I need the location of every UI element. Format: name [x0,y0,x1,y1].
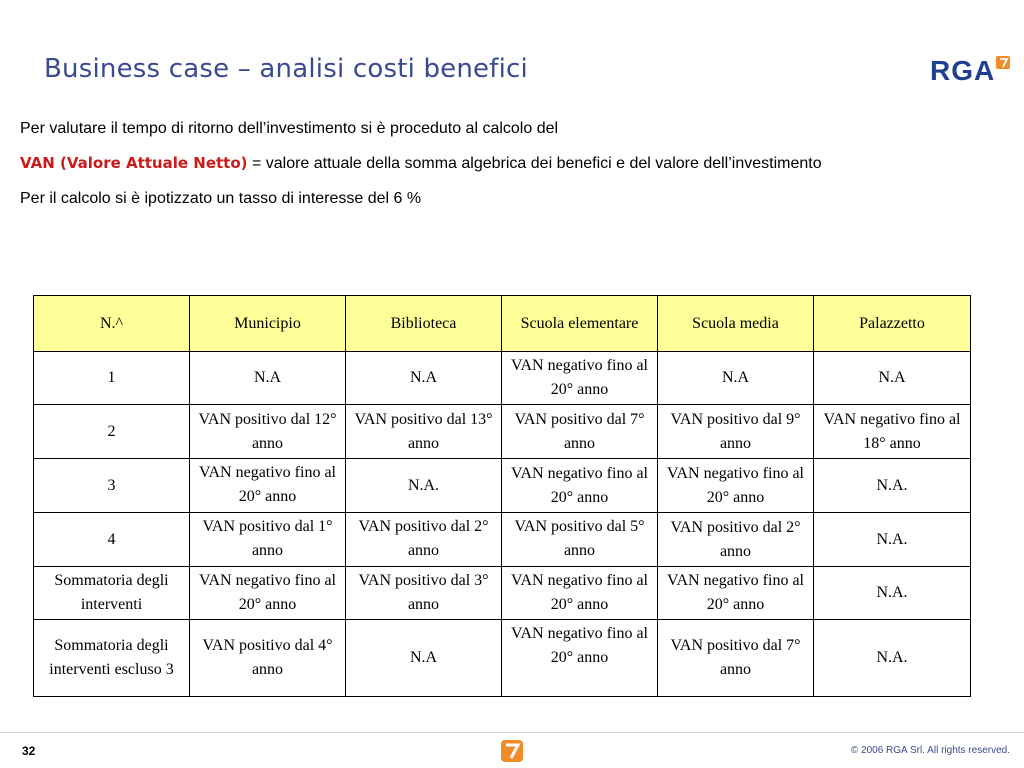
table-cell: 1 [34,352,190,405]
table-cell: 2 [34,405,190,459]
table-cell: VAN negativo fino al 20° anno [502,352,658,405]
table-cell: VAN negativo fino al 20° anno [190,459,346,513]
table-row [34,352,971,405]
van-definition: = valore attuale della somma algebrica dei benefici e del valore dell’investimento [247,155,822,172]
intro-line-2 [20,154,822,173]
table-cell: N.A. [814,513,971,567]
table-cell: VAN positivo dal 1° anno [190,513,346,567]
table-cell: N.A [346,352,502,405]
table-cell: N.A. [814,459,971,513]
table-cell: VAN positivo dal 13° anno [346,405,502,459]
rga-logo-text: RGA [930,55,996,86]
table-cell: N.A. [346,459,502,513]
table-cell: N.A. [814,620,971,697]
header-scuola-elementare: Scuola elementare [502,296,658,352]
table-cell: N.A. [814,567,971,620]
table-cell: 3 [34,459,190,513]
table-cell: N.A [814,352,971,405]
table-cell: VAN positivo dal 5° anno [502,513,658,567]
rga-mark-icon [500,739,524,763]
table-cell: VAN positivo dal 12° anno [190,405,346,459]
table-row [34,459,971,513]
header-municipio: Municipio [190,296,346,352]
table-cell: VAN negativo fino al 20° anno [502,620,658,697]
intro-line-3: Per il calcolo si è ipotizzato un tasso di interesse del 6 % [20,190,422,207]
table-cell: VAN positivo dal 2° anno [346,513,502,567]
table-row [34,620,971,697]
rga-logo-mark [996,56,1010,69]
table-cell: VAN negativo fino al 20° anno [190,567,346,620]
table-cell: VAN negativo fino al 20° anno [502,459,658,513]
table-row [34,513,971,567]
header-palazzetto: Palazzetto [814,296,971,352]
rga-logo [930,52,1010,86]
table-row [34,405,971,459]
copyright-notice: © 2006 RGA Srl. All rights reserved. [850,745,1010,756]
header-number: N.^ [34,296,190,352]
table-cell: 4 [34,513,190,567]
table-cell: VAN negativo fino al 20° anno [658,567,814,620]
table-cell: VAN positivo dal 2° anno [658,513,814,567]
table-cell: Sommatoria degli interventi escluso 3 [34,620,190,697]
table-cell: VAN positivo dal 7° anno [658,620,814,697]
slide-title: Business case – analisi costi benefici [44,54,528,84]
page-number: 32 [22,744,36,758]
table-row [34,567,971,620]
table-cell: N.A [346,620,502,697]
van-term: VAN (Valore Attuale Netto) [20,154,248,172]
van-analysis-table [33,295,971,697]
header-biblioteca: Biblioteca [346,296,502,352]
footer-divider [0,732,1024,733]
table-cell: VAN negativo fino al 20° anno [502,567,658,620]
table-cell: VAN negativo fino al 18° anno [814,405,971,459]
table-cell: VAN positivo dal 9° anno [658,405,814,459]
table-cell: N.A [658,352,814,405]
table-header-row [34,296,971,352]
table-cell: VAN negativo fino al 20° anno [658,459,814,513]
table-cell: Sommatoria degli interventi [34,567,190,620]
header-scuola-media: Scuola media [658,296,814,352]
table-cell: VAN positivo dal 4° anno [190,620,346,697]
table-cell: VAN positivo dal 3° anno [346,567,502,620]
intro-line-1: Per valutare il tempo di ritorno dell’investimento si è proceduto al calcolo del [20,120,559,137]
table-cell: N.A [190,352,346,405]
table-cell: VAN positivo dal 7° anno [502,405,658,459]
